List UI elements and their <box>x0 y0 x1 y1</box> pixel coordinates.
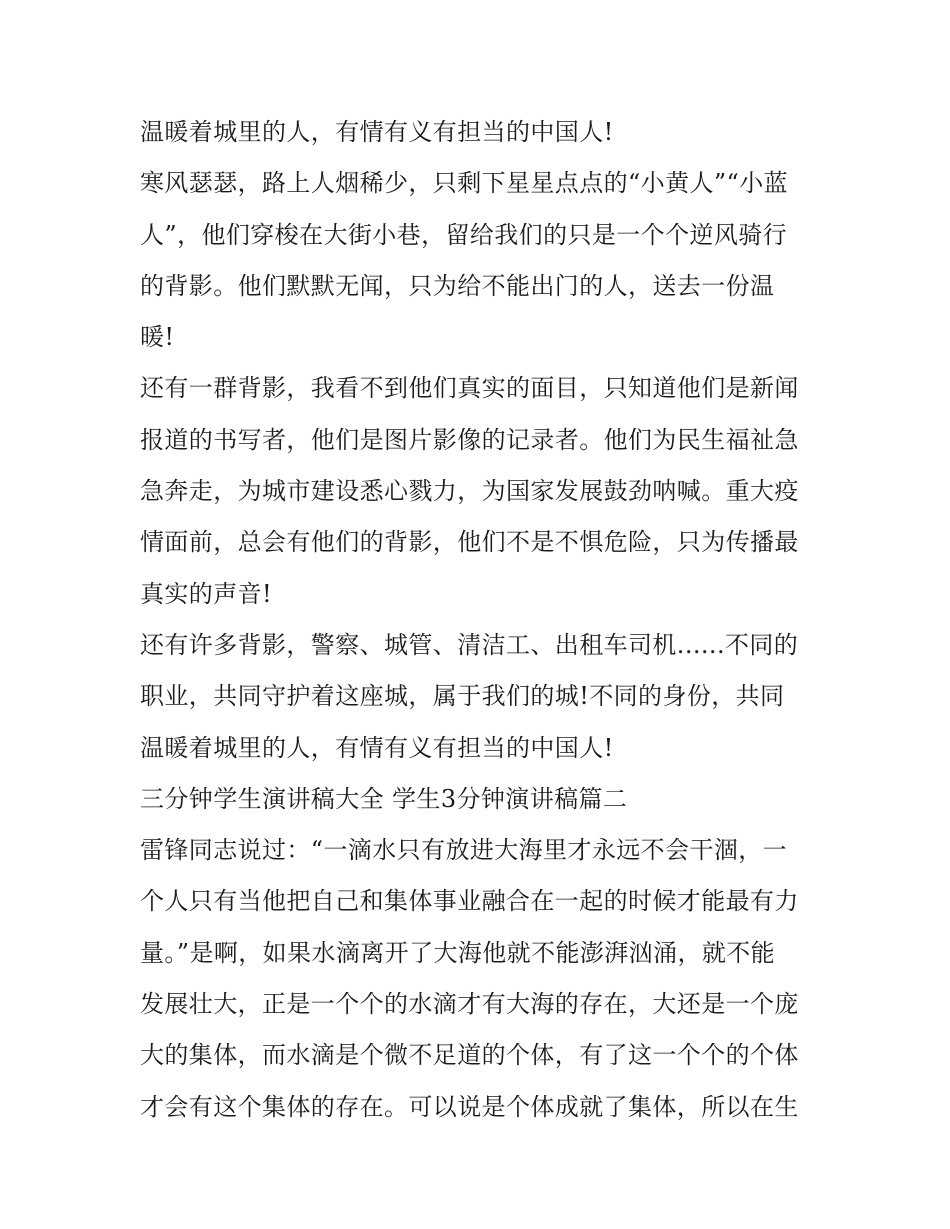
paragraph-line: 发展壮大，正是一个个的水滴才有大海的存在，大还是一个庞 <box>140 990 799 1019</box>
paragraph-line: 还有许多背影，警察、城管、清洁工、出租车司机......不同的 <box>140 630 799 659</box>
paragraph-line: 报道的书写者，他们是图片影像的记录者。他们为民生福祉急 <box>140 425 799 454</box>
document-body <box>140 107 820 1133</box>
paragraph-line: 温暖着城里的人，有情有义有担当的中国人! <box>140 118 614 146</box>
paragraph-line: 寒风瑟瑟，路上人烟稀少，只剩下星星点点的“小黄人”“小蓝 <box>140 169 789 198</box>
section-heading: 三分钟学生演讲稿大全 学生3分钟演讲稿篇二 <box>140 784 628 813</box>
paragraph-line: 温暖着城里的人，有情有义有担当的中国人! <box>140 733 614 762</box>
paragraph-line: 还有一群背影，我看不到他们真实的面目，只知道他们是新闻 <box>140 374 799 403</box>
paragraph-line: 的背影。他们默默无闻，只为给不能出门的人，送去一份温 <box>140 271 775 300</box>
paragraph-line: 大的集体，而水滴是个微不足道的个体，有了这一个个的个体 <box>140 1041 799 1070</box>
paragraph-line: 职业，共同守护着这座城，属于我们的城!不同的身份，共同 <box>140 682 785 711</box>
paragraph-line: 个人只有当他把自己和集体事业融合在一起的时候才能最有力 <box>140 887 799 916</box>
paragraph-line: 真实的声音! <box>140 579 273 608</box>
paragraph-line: 雷锋同志说过：“一滴水只有放进大海里才永远不会干涸，一 <box>140 836 788 865</box>
paragraph-line: 急奔走，为城市建设悉心戮力，为国家发展鼓劲呐喊。重大疫 <box>140 477 799 506</box>
paragraph-line: 才会有这个集体的存在。可以说是个体成就了集体，所以在生 <box>140 1092 799 1121</box>
paragraph-line: 量。”是啊，如果水滴离开了大海他就不能澎湃汹涌，就不能 <box>140 938 776 967</box>
paragraph-line: 暖! <box>140 323 175 352</box>
paragraph-line: 人”，他们穿梭在大街小巷，留给我们的只是一个个逆风骑行 <box>140 220 788 249</box>
paragraph-line: 情面前，总会有他们的背影，他们不是不惧危险，只为传播最 <box>140 528 799 557</box>
